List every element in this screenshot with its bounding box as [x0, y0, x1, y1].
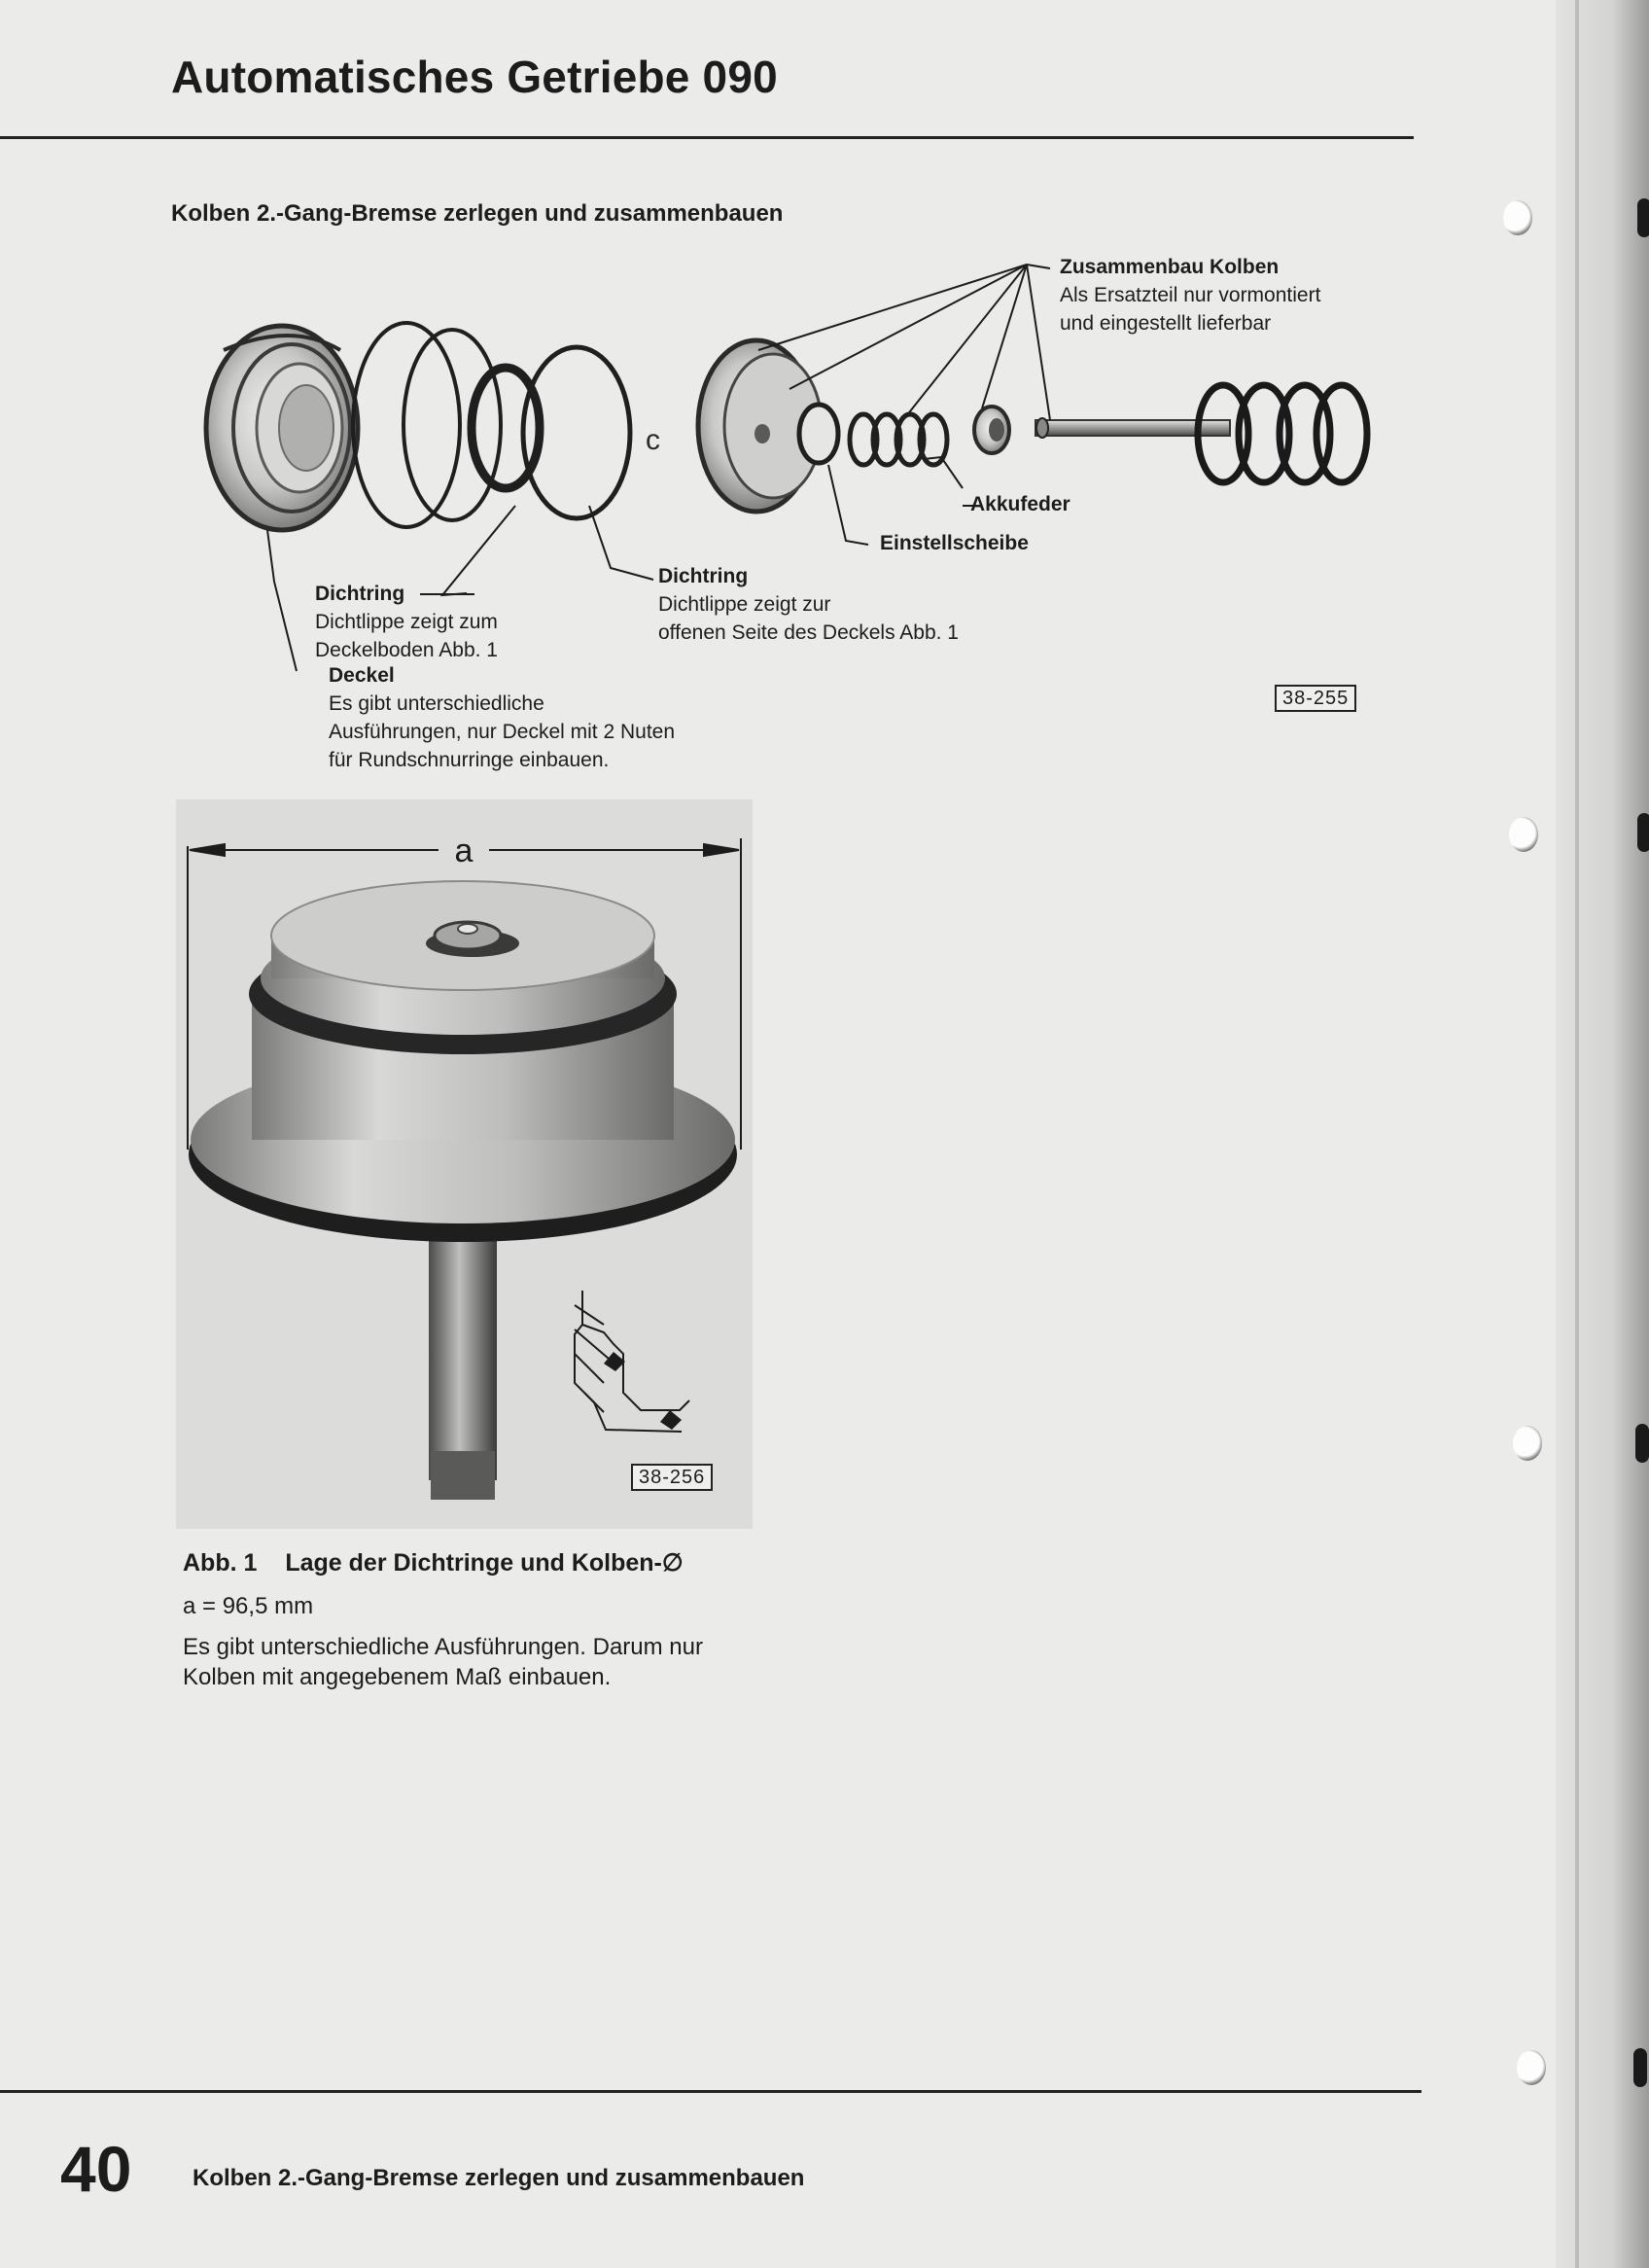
circlip-symbol: c [646, 424, 660, 456]
callout-title: Zusammenbau Kolben [1060, 256, 1280, 278]
callout-dichtring-left [315, 580, 498, 664]
callout-einstellscheibe [880, 529, 1029, 557]
piston-photo-drawing [176, 799, 753, 1529]
figure-number-photo: 38-256 [631, 1464, 713, 1491]
footer-rule [0, 2090, 1421, 2093]
dimension-label: a [454, 833, 474, 869]
callout-line: Als Ersatzteil nur vormontiert [1060, 284, 1321, 306]
punch-hole [1509, 817, 1538, 852]
dimension-value: a = 96,5 mm [183, 1593, 314, 1619]
piston-shaft [429, 1227, 497, 1480]
page-number: 40 [60, 2133, 132, 2205]
punch-hole-edge [1635, 1424, 1649, 1463]
callout-deckel [329, 661, 675, 774]
figure-note [183, 1632, 703, 1692]
figure-number-exploded-view: 38-255 [1275, 685, 1356, 712]
figure-caption-number: Abb. 1 [183, 1549, 258, 1577]
callout-akkufeder [970, 490, 1070, 518]
seal-section-detail [575, 1291, 689, 1432]
callout-zusammenbau-kolben [1060, 253, 1320, 337]
callout-line: Dichtlippe zeigt zur [658, 593, 831, 616]
callout-line: und eingestellt lieferbar [1060, 312, 1272, 335]
center-bore [458, 924, 477, 934]
adjusting-washer-part [974, 407, 1009, 453]
callout-title: Dichtring [658, 565, 749, 587]
callout-title: Deckel [329, 664, 395, 687]
punch-hole-edge [1633, 2048, 1647, 2087]
page-title: Automatisches Getriebe 090 [171, 52, 778, 102]
callout-line: Ausführungen, nur Deckel mit 2 Nuten [329, 721, 676, 743]
callout-line: Dichtlippe zeigt zum [315, 611, 498, 633]
cover-part [206, 326, 358, 530]
piston-photo [176, 799, 753, 1529]
callout-line: für Rundschnurringe einbauen. [329, 749, 610, 771]
figure-note-line: Kolben mit angegebenem Maß einbauen. [183, 1664, 612, 1690]
figure-caption-title: Lage der Dichtringe und Kolben-∅ [285, 1549, 684, 1577]
figure-caption [183, 1548, 684, 1577]
callout-title: Akkufeder [970, 493, 1070, 515]
callout-line: offenen Seite des Deckels Abb. 1 [658, 621, 959, 644]
punch-hole [1517, 2050, 1546, 2085]
piston-assembly [698, 340, 838, 512]
callout-dichtring-right [658, 562, 959, 647]
o-rings-left [353, 323, 630, 527]
figure-note-line: Es gibt unterschiedliche Ausführungen. Darum nur [183, 1634, 703, 1660]
shaft-end [431, 1451, 495, 1500]
callout-line: Deckelboden Abb. 1 [315, 639, 498, 661]
punch-hole-edge [1637, 813, 1649, 852]
callout-title: Dichtring [315, 583, 405, 605]
callout-line: Es gibt unterschiedliche [329, 692, 544, 715]
callout-title: Einstellscheibe [880, 532, 1029, 554]
section-heading: Kolben 2.-Gang-Bremse zerlegen und zusammenbauen [171, 200, 784, 227]
footer-title: Kolben 2.-Gang-Bremse zerlegen und zusammenbauen [193, 2165, 805, 2191]
punch-hole [1513, 1426, 1542, 1461]
exploded-view-illustration [0, 0, 1649, 797]
